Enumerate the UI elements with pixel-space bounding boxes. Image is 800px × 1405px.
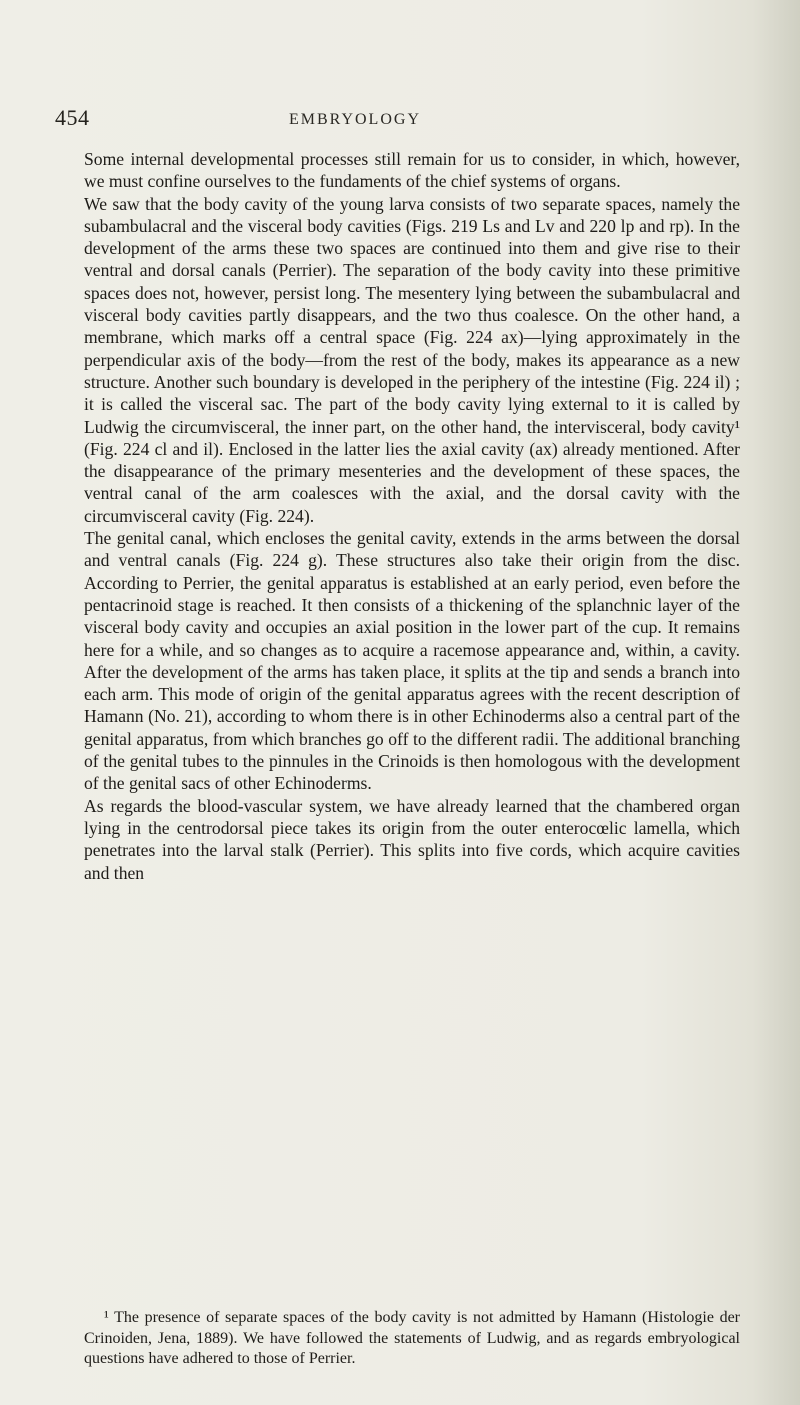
page-header bbox=[55, 103, 745, 133]
body-text bbox=[84, 148, 740, 884]
paragraph-4: As regards the blood-vascular system, we have already learned that the chambered organ lying in the centrodorsal piece takes its origin from the outer enterocœlic lamella, which penetrates into the larval stalk (Perrier). This splits into five cords, which acquire cavities and then bbox=[84, 795, 740, 883]
paragraph-2: We saw that the body cavity of the young larva consists of two separate spaces, namely the subambulacral and the visceral body cavities (Figs. 219 Ls and Lv and 220 lp and rp). In the development of the arms these two spaces are continued into them and give rise to their ventral and dorsal canals (Perrier). The separation of the body cavity into these primitive spaces does not, however, persist long. The mesentery lying between the subambulacral and visceral body cavities partly disappears, and the two thus coalesce. On the other hand, a membrane, which marks off a central space (Fig. 224 ax)—lying approximately in the perpendicular axis of the body—from the rest of the body, makes its appearance as a new structure. Another such boundary is developed in the periphery of the intestine (Fig. 224 il) ; it is called the visceral sac. The part of the body cavity lying external to it is called by Ludwig the circumvisceral, the inner part, on the other hand, the intervisceral, body cavity¹ (Fig. 224 cl and il). Enclosed in the latter lies the axial cavity (ax) already mentioned. After the disappearance of the primary mesenteries and the development of these spaces, the ventral canal of the arm coalesces with the axial, and the dorsal cavity with the circumvisceral cavity (Fig. 224). bbox=[84, 193, 740, 526]
paragraph-3: The genital canal, which encloses the genital cavity, extends in the arms between the dorsal and ventral canals (Fig. 224 g). These structures also take their origin from the disc. According to Perrier, the genital apparatus is established at an early period, even before the pentacrinoid stage is reached. It then consists of a thickening of the splanchnic layer of the visceral body cavity and occupies an axial position in the lower part of the cup. It remains here for a while, and so changes as to acquire a racemose appearance and, within, a cavity. After the development of the arms has taken place, it splits at the tip and sends a branch into each arm. This mode of origin of the genital apparatus agrees with the recent description of Hamann (No. 21), according to whom there is in other Echinoderms also a central part of the genital apparatus, from which branches go off to the different radii. The additional branching of the genital tubes to the pinnules in the Crinoids is then homologous with the development of the genital sacs of other Echinoderms. bbox=[84, 528, 740, 794]
footnote bbox=[84, 1308, 740, 1370]
running-head: EMBRYOLOGY bbox=[288, 111, 421, 128]
page-number: 454 bbox=[55, 105, 90, 130]
footnote-text: ¹ The presence of separate spaces of the body cavity is not admitted by Hamann (Histologie der Crinoiden, Jena, 1889). We have followed the statements of Ludwig, and as regards embryological questions have adhered to those of Perrier. bbox=[84, 1309, 740, 1367]
paragraph-1: Some internal developmental processes still remain for us to consider, in which, however, we must confine ourselves to the fundaments of the chief systems of organs. bbox=[84, 149, 740, 192]
